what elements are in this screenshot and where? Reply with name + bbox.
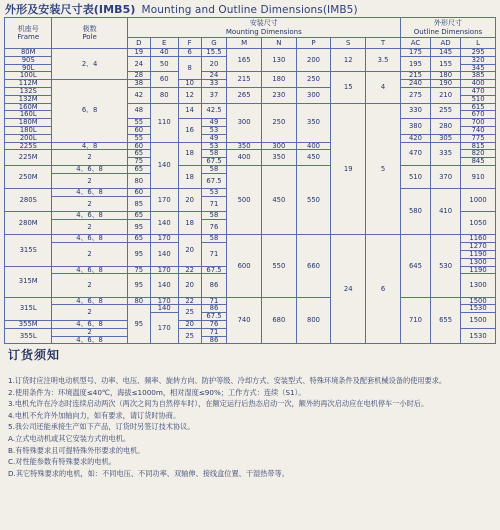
g-cell: 53 [201, 126, 226, 134]
d-cell: 42 [127, 87, 150, 103]
e-cell: 140 [150, 274, 178, 297]
poles-cell: 4、6、8 [52, 266, 127, 274]
t-cell: 6 [366, 235, 401, 344]
ad-cell: 255 [431, 103, 461, 119]
ac-cell: 470 [400, 142, 430, 165]
d-cell: 55 [127, 119, 150, 127]
poles-cell: 4、6、8 [52, 320, 127, 328]
g-cell: 67.5 [201, 313, 226, 321]
g-cell: 49 [201, 119, 226, 127]
d-cell: 24 [127, 56, 150, 72]
p-cell: 450 [296, 150, 331, 166]
frames-cell: 250M [5, 165, 52, 188]
frames-cell: 180M [5, 119, 52, 127]
m-cell: 215 [227, 72, 262, 88]
table-body [5, 49, 496, 344]
e-cell: 170 [150, 297, 178, 305]
col-header: D [127, 38, 150, 49]
l-cell: 815 [461, 142, 496, 150]
p-cell: 660 [296, 235, 331, 297]
g-cell: 24 [201, 72, 226, 80]
g-cell: 86 [201, 336, 226, 344]
g-cell: 15.5 [201, 49, 226, 57]
e-cell: 140 [150, 212, 178, 235]
poles-cell: 4、6、8 [52, 336, 127, 344]
ad-cell: 410 [431, 189, 461, 235]
pole-header: 极数 Pole [52, 18, 127, 49]
frames-cell: 355M [5, 320, 52, 328]
n-cell: 350 [261, 150, 296, 166]
g-cell: 71 [201, 297, 226, 305]
l-cell: 670 [461, 111, 496, 119]
n-cell: 550 [261, 235, 296, 297]
ac-cell: 380 [400, 119, 430, 135]
title-zh: 外形及安装尺寸表(IMB5) [5, 3, 136, 16]
note-item: A.立式电动机或其它安装方式的电机。 [8, 433, 131, 443]
l-cell: 775 [461, 134, 496, 142]
l-cell: 910 [461, 165, 496, 188]
table-row [5, 297, 496, 305]
d-cell: 65 [127, 150, 150, 158]
l-cell: 1500 [461, 297, 496, 305]
page-title [5, 1, 495, 15]
ad-cell: 210 [431, 87, 461, 103]
d-cell: 60 [127, 189, 150, 197]
frames-cell: 315S [5, 235, 52, 266]
f-cell: 25 [178, 305, 201, 321]
p-cell: 550 [296, 165, 331, 235]
g-cell: 76 [201, 220, 226, 235]
poles-cell: 4、6、8 [52, 189, 127, 197]
p-cell: 250 [296, 72, 331, 88]
g-cell: 20 [201, 56, 226, 72]
note-item: 1.订货时应注明电动机型号、功率、电压、频率、旋转方向、防护等级、冷却方式、安装型式、特殊环境条件及配套机械设备的使用要求。 [8, 376, 447, 385]
table-row [5, 142, 496, 150]
e-cell: 170 [150, 266, 178, 274]
m-cell: 350 [227, 142, 262, 150]
col-header: P [296, 38, 331, 49]
col-header: T [366, 38, 401, 49]
n-cell: 230 [261, 87, 296, 103]
n-cell: 450 [261, 165, 296, 235]
d-cell: 19 [127, 49, 150, 57]
l-cell: 1160 [461, 235, 496, 243]
d-cell: 95 [127, 274, 150, 297]
t-cell: 4 [366, 72, 401, 103]
g-cell: 58 [201, 165, 226, 173]
frames-cell: 200L [5, 134, 52, 142]
poles-cell: 4、6、8 [52, 212, 127, 220]
f-cell: 16 [178, 119, 201, 142]
f-cell: 22 [178, 297, 201, 305]
f-cell: 25 [178, 328, 201, 344]
poles-cell: 2 [52, 150, 127, 166]
n-cell: 180 [261, 72, 296, 88]
ac-cell: 710 [400, 297, 430, 344]
poles-cell: 2 [52, 243, 127, 266]
ad-cell: 305 [431, 134, 461, 142]
p-cell: 350 [296, 103, 331, 142]
frames-cell: 160M [5, 103, 52, 111]
ac-cell: 195 [400, 56, 430, 72]
table-row [5, 165, 496, 173]
f-cell: 22 [178, 266, 201, 274]
poles-cell: 2 [52, 220, 127, 235]
poles-cell: 2 [52, 328, 127, 336]
g-cell: 53 [201, 142, 226, 150]
s-cell: 24 [331, 235, 366, 344]
poles-cell: 2、4 [52, 49, 127, 80]
table-row [5, 49, 496, 57]
p-cell: 400 [296, 142, 331, 150]
ac-cell: 275 [400, 87, 430, 103]
frames-cell: 355L [5, 328, 52, 344]
ac-cell: 510 [400, 165, 430, 188]
table-row [5, 235, 496, 243]
poles-cell: 2 [52, 173, 127, 188]
l-cell: 510 [461, 95, 496, 103]
frame-header: 机座号 Frame [5, 18, 52, 49]
frames-cell: 225M [5, 150, 52, 166]
e-cell: 170 [150, 235, 178, 243]
t-cell: 5 [366, 103, 401, 235]
d-cell: 95 [127, 220, 150, 235]
ad-cell: 370 [431, 165, 461, 188]
d-cell: 95 [127, 305, 150, 344]
d-cell: 85 [127, 196, 150, 211]
col-header: G [201, 38, 226, 49]
t-cell: 3.5 [366, 49, 401, 72]
poles-cell: 2 [52, 305, 127, 321]
note-item: C.对性能参数有特殊要求的电机。 [8, 457, 116, 467]
l-cell: 700 [461, 119, 496, 127]
m-cell: 300 [227, 103, 262, 142]
l-cell: 820 [461, 150, 496, 158]
note-item: B.有特殊要求且可提特殊外形要求的电机。 [8, 445, 145, 455]
g-cell: 67.5 [201, 266, 226, 274]
f-cell: 18 [178, 142, 201, 165]
ad-cell: 145 [431, 49, 461, 57]
l-cell: 1530 [461, 305, 496, 313]
ac-cell: 215 [400, 72, 430, 80]
frames-cell: 132S [5, 87, 52, 95]
e-cell: 170 [150, 313, 178, 344]
g-cell: 86 [201, 305, 226, 313]
g-cell: 67.5 [201, 173, 226, 188]
frames-cell: 180L [5, 126, 52, 134]
ad-cell: 280 [431, 119, 461, 135]
frames-cell: 112M [5, 80, 52, 88]
ac-cell: 580 [400, 189, 430, 235]
n-cell: 300 [261, 142, 296, 150]
poles-cell: 4、6、8 [52, 297, 127, 305]
ad-cell: 180 [431, 72, 461, 80]
s-cell: 12 [331, 49, 366, 72]
ad-cell: 155 [431, 56, 461, 72]
p-cell: 200 [296, 49, 331, 72]
g-cell: 71 [201, 243, 226, 266]
f-cell: 20 [178, 189, 201, 212]
l-cell: 615 [461, 103, 496, 111]
col-header: L [461, 38, 496, 49]
frames-cell: 132M [5, 95, 52, 103]
dimensions-table [4, 17, 496, 344]
frames-cell: 90S [5, 56, 52, 64]
e-cell: 80 [150, 87, 178, 103]
frames-cell: 100L [5, 72, 52, 80]
ac-cell: 645 [400, 235, 430, 297]
d-cell: 75 [127, 266, 150, 274]
ad-cell: 655 [431, 297, 461, 344]
f-cell: 18 [178, 165, 201, 188]
d-cell: 55 [127, 134, 150, 142]
p-cell: 300 [296, 87, 331, 103]
g-cell: 58 [201, 212, 226, 220]
l-cell: 385 [461, 72, 496, 80]
frames-cell: 315M [5, 266, 52, 297]
g-cell: 86 [201, 274, 226, 297]
m-cell: 600 [227, 235, 262, 297]
e-cell: 140 [150, 305, 178, 313]
col-header: AC [400, 38, 430, 49]
l-cell: 1190 [461, 266, 496, 274]
l-cell: 740 [461, 126, 496, 134]
n-cell: 130 [261, 49, 296, 72]
f-cell: 14 [178, 103, 201, 119]
l-cell: 295 [461, 49, 496, 57]
g-cell: 58 [201, 150, 226, 158]
notes-list [8, 375, 492, 479]
poles-cell: 4、8 [52, 142, 127, 150]
m-cell: 265 [227, 87, 262, 103]
note-item: 2.使用条件为：环境温度≤40℃，海拔≤1000m，相对湿度≤90%；工作方式：连续（S1）。 [8, 387, 306, 397]
frames-cell: 280S [5, 189, 52, 212]
note-item: 4.电机不允许外加轴向力，如有要求，请订货时协商。 [8, 410, 181, 420]
g-cell: 71 [201, 196, 226, 211]
f-cell: 10 [178, 80, 201, 88]
l-cell: 1300 [461, 274, 496, 297]
g-cell: 71 [201, 328, 226, 336]
d-cell: 95 [127, 243, 150, 266]
m-cell: 740 [227, 297, 262, 344]
e-cell: 50 [150, 56, 178, 72]
d-cell: 65 [127, 212, 150, 220]
e-cell: 140 [150, 243, 178, 266]
poles-cell: 2 [52, 274, 127, 297]
l-cell: 1530 [461, 328, 496, 344]
d-cell: 65 [127, 165, 150, 173]
e-cell: 170 [150, 189, 178, 212]
l-cell: 1190 [461, 251, 496, 259]
col-header: S [331, 38, 366, 49]
d-cell: 60 [127, 142, 150, 150]
col-header: E [150, 38, 178, 49]
f-cell: 20 [178, 320, 201, 328]
poles-cell: 4、6、8 [52, 235, 127, 243]
l-cell: 1270 [461, 243, 496, 251]
notes-heading: 订货须知 [8, 348, 61, 362]
note-item: 5.我公司还能承接生产如下产品，订货时另签订技术协议。 [8, 422, 195, 432]
d-cell: 28 [127, 72, 150, 80]
n-cell: 680 [261, 297, 296, 344]
col-header: M [227, 38, 262, 49]
ad-cell: 530 [431, 235, 461, 297]
d-cell: 48 [127, 103, 150, 119]
d-cell: 65 [127, 235, 150, 243]
e-cell: 140 [150, 142, 178, 189]
f-cell: 20 [178, 274, 201, 297]
note-item: D.其它特殊要求的电机，如：不同电压、不同功率、双轴伸、接线盒位置、干湿热带等。 [8, 468, 289, 478]
frames-cell: 225S [5, 142, 52, 150]
g-cell: 76 [201, 320, 226, 328]
frames-cell: 80M [5, 49, 52, 57]
l-cell: 1050 [461, 212, 496, 235]
d-cell: 60 [127, 126, 150, 134]
m-cell: 165 [227, 49, 262, 72]
mounting-header: 安装尺寸 Mounting Dimensions [127, 18, 400, 38]
f-cell: 6 [178, 49, 201, 57]
g-cell: 58 [201, 235, 226, 243]
g-cell: 37 [201, 87, 226, 103]
poles-cell: 4、6、8 [52, 165, 127, 173]
e-cell: 40 [150, 49, 178, 57]
f-cell: 8 [178, 56, 201, 79]
l-cell: 345 [461, 64, 496, 72]
g-cell: 42.5 [201, 103, 226, 119]
outline-header: 外形尺寸 Outline Dimensions [400, 18, 495, 38]
e-cell: 110 [150, 103, 178, 142]
l-cell: 1300 [461, 258, 496, 266]
g-cell: 67.5 [201, 158, 226, 166]
frames-cell: 160L [5, 111, 52, 119]
d-cell: 38 [127, 80, 150, 88]
ac-cell: 240 [400, 80, 430, 88]
f-cell: 12 [178, 87, 201, 103]
ac-cell: 420 [400, 134, 430, 142]
s-cell: 15 [331, 72, 366, 103]
s-cell: 19 [331, 103, 366, 235]
m-cell: 500 [227, 165, 262, 235]
g-cell: 53 [201, 189, 226, 197]
f-cell: 18 [178, 212, 201, 235]
col-header: AD [431, 38, 461, 49]
frames-cell: 90L [5, 64, 52, 72]
col-header: N [261, 38, 296, 49]
poles-cell: 2 [52, 196, 127, 211]
title-en: Mounting and Outline Dimensions(IMB5) [141, 4, 358, 16]
ac-cell: 330 [400, 103, 430, 119]
l-cell: 1500 [461, 313, 496, 329]
d-cell: 80 [127, 173, 150, 188]
col-header: F [178, 38, 201, 49]
frames-cell: 315L [5, 297, 52, 320]
f-cell: 20 [178, 235, 201, 266]
ad-cell: 190 [431, 80, 461, 88]
l-cell: 1000 [461, 189, 496, 212]
note-item: 3.电机允许在冷态时连续启动两次（两次之间为自然停车时），在额定运行后热态启动一次，额外的再次启动应在电机停车一小时后。 [8, 399, 429, 409]
l-cell: 845 [461, 158, 496, 166]
poles-cell: 6、8 [52, 80, 127, 142]
d-cell: 75 [127, 158, 150, 166]
ad-cell: 335 [431, 142, 461, 165]
n-cell: 250 [261, 103, 296, 142]
p-cell: 800 [296, 297, 331, 344]
l-cell: 400 [461, 80, 496, 88]
m-cell: 400 [227, 150, 262, 166]
d-cell: 80 [127, 297, 150, 305]
ac-cell: 175 [400, 49, 430, 57]
e-cell: 60 [150, 72, 178, 88]
frames-cell: 280M [5, 212, 52, 235]
l-cell: 470 [461, 87, 496, 95]
g-cell: 49 [201, 134, 226, 142]
l-cell: 320 [461, 56, 496, 64]
g-cell: 33 [201, 80, 226, 88]
